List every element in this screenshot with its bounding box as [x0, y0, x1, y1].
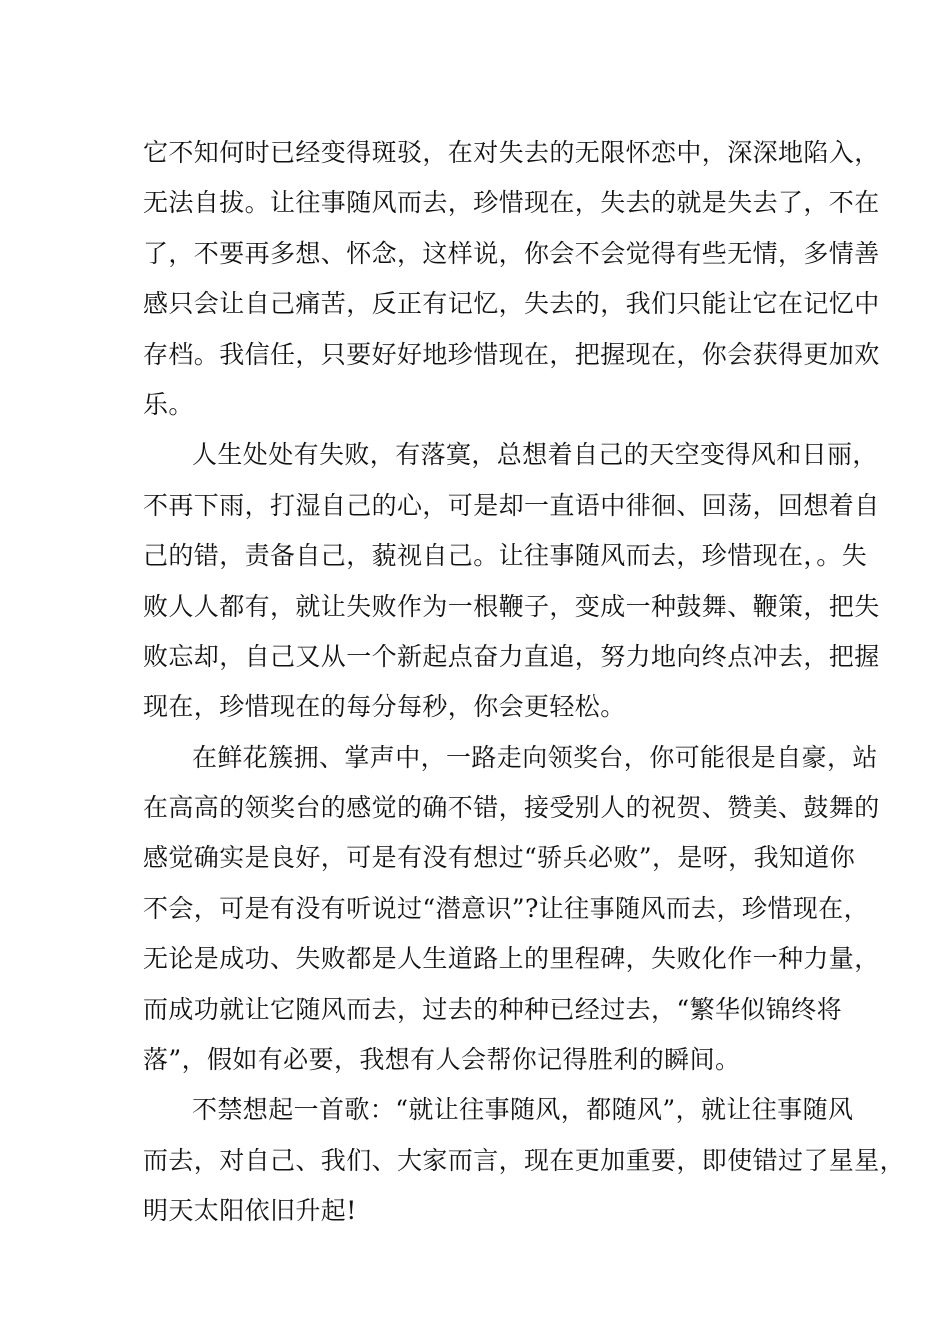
text-line: 不再下雨，打湿自己的心，可是却一直语中徘徊、回荡，回想着自 [143, 490, 880, 520]
paragraph-first-line: 人生处处有失败，有落寞，总想着自己的天空变得风和日丽， [192, 440, 878, 470]
paragraph-first-line: 不禁想起一首歌：“就让往事随风，都随风”，就让往事随风 [192, 1095, 854, 1125]
text-line: 存档。我信任，只要好好地珍惜现在，把握现在，你会获得更加欢 [143, 339, 880, 369]
text-line: 明天太阳依旧升起! [143, 1196, 357, 1226]
text-line: 己的错，责备自己，藐视自己。让往事随风而去，珍惜现在，。失 [143, 541, 868, 571]
text-line: 感觉确实是良好，可是有没有想过“骄兵必败”，是呀，我知道你 [143, 843, 856, 873]
text-line: 乐。 [143, 389, 194, 419]
text-line: 而去，对自己、我们、大家而言，现在更加重要，即使错过了星星， [143, 1145, 906, 1175]
text-line: 了，不要再多想、怀念，这样说，你会不会觉得有些无情，多情善 [143, 238, 880, 268]
text-line: 无法自拔。让往事随风而去，珍惜现在，失去的就是失去了，不在 [143, 188, 880, 218]
text-line: 而成功就让它随风而去，过去的种种已经过去，“繁华似锦终将 [143, 994, 842, 1024]
text-line: 感只会让自己痛苦，反正有记忆，失去的，我们只能让它在记忆中 [143, 289, 880, 319]
text-line: 现在，珍惜现在的每分每秒，你会更轻松。 [143, 692, 626, 722]
text-line: 在高高的领奖台的感觉的确不错，接受别人的祝贺、赞美、鼓舞的 [143, 793, 880, 823]
text-line: 它不知何时已经变得斑驳，在对失去的无限怀恋中，深深地陷入， [143, 138, 880, 167]
paragraph-first-line: 在鲜花簇拥、掌声中，一路走向领奖台，你可能很是自豪，站 [192, 742, 878, 772]
text-line: 不会，可是有没有听说过“潜意识”?让往事随风而去，珍惜现在， [143, 893, 869, 923]
text-line: 落”，假如有必要，我想有人会帮你记得胜利的瞬间。 [143, 1045, 741, 1075]
text-line: 败人人都有，就让失败作为一根鞭子，变成一种鼓舞、鞭策，把失 [143, 591, 880, 621]
text-line: 无论是成功、失败都是人生道路上的里程碑，失败化作一种力量， [143, 944, 880, 974]
text-line: 败忘却，自己又从一个新起点奋力直追，努力地向终点冲去，把握 [143, 641, 880, 671]
body-text [143, 128, 906, 1237]
